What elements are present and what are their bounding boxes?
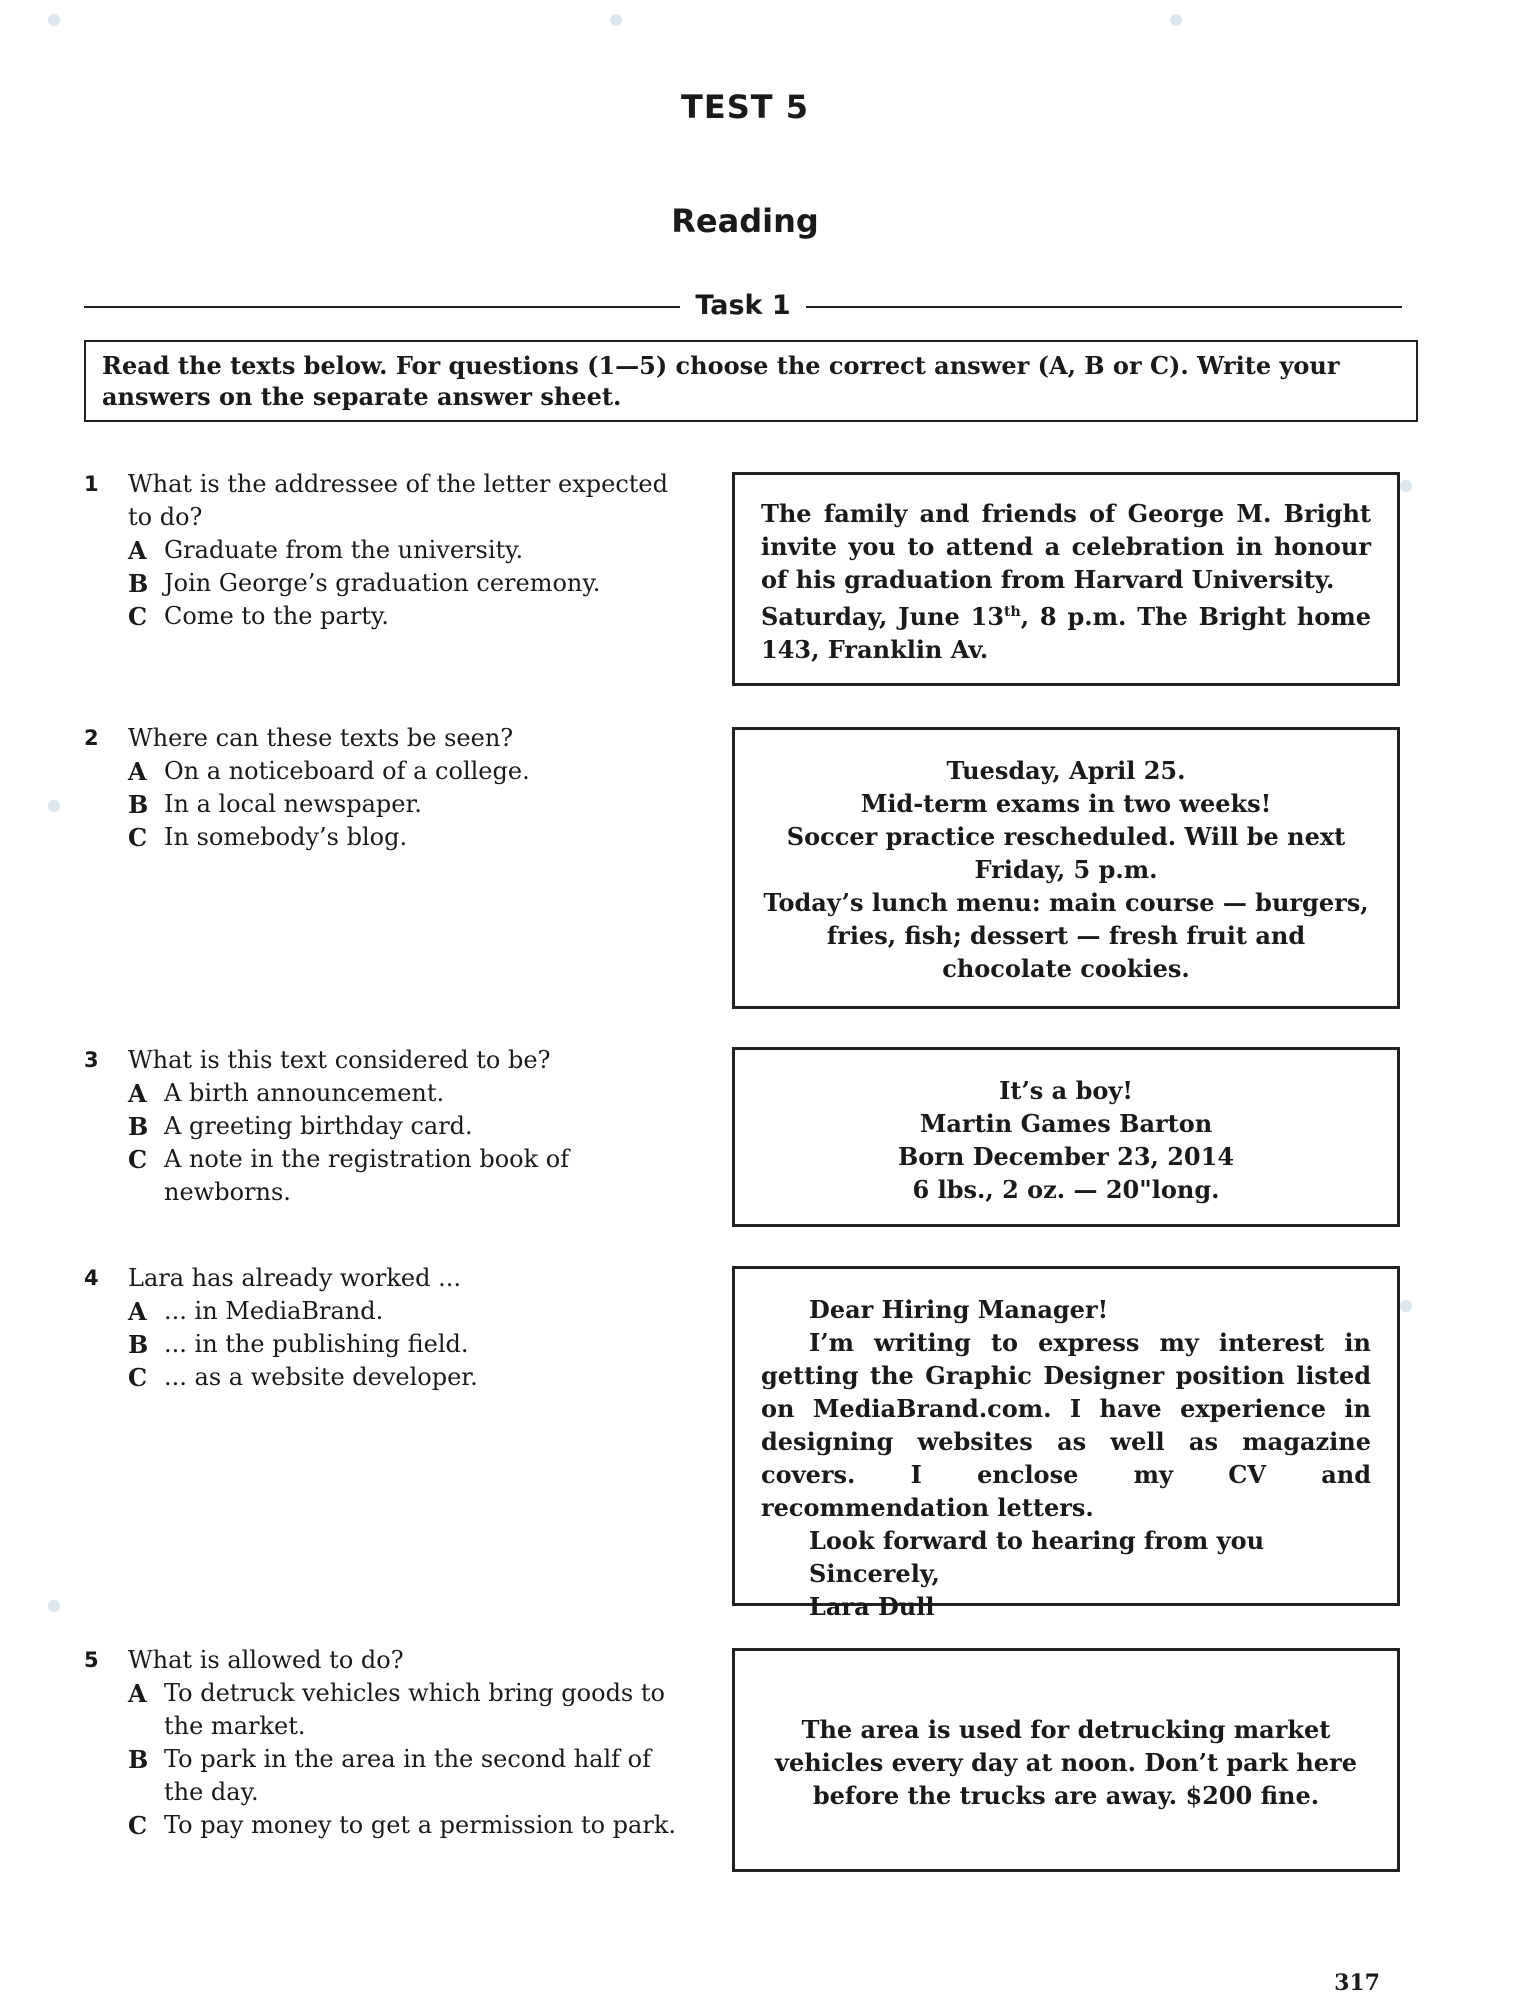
option-letter: C [128,602,148,631]
question-number: 2 [84,726,99,750]
question-number: 3 [84,1048,99,1072]
page-number: 317 [1334,1970,1380,1996]
answer-option[interactable] [128,788,694,821]
option-letter: B [128,569,149,598]
letter-signature: Lara Dull [809,1592,935,1621]
parking-sign-text: The area is used for detrucking market vehicles every day at noon. Don’t park here before the trucks are away. $200 fine. [775,1715,1357,1810]
answer-option[interactable] [128,755,694,788]
answer-option[interactable] [128,534,694,567]
watermark-logo-icon [48,14,60,26]
question-stem: What is the addressee of the letter expected to do? [128,470,668,531]
option-text: ... in the publishing field. [164,1330,469,1358]
text-box-3 [732,1047,1400,1227]
watermark-logo-icon [48,800,60,812]
text-box-1 [732,472,1400,686]
test-title: TEST 5 [681,88,809,126]
watermark-logo-icon [1400,1300,1412,1312]
date-suffix: th [1004,604,1021,620]
answer-option[interactable] [128,567,694,600]
answer-option[interactable] [128,1110,694,1143]
invitation-details [761,596,1371,666]
question-2 [74,722,694,854]
question-number: 1 [84,472,99,496]
notice-line: Soccer practice rescheduled. Will be next Friday, 5 p.m. [786,822,1346,884]
option-text: ... as a website developer. [164,1363,478,1391]
option-letter: A [128,536,147,565]
answer-option[interactable] [128,1077,694,1110]
question-number: 4 [84,1266,99,1290]
announcement-line: Born December 23, 2014 [897,1142,1235,1171]
invitation-date: Saturday, June 13 [761,602,1005,631]
question-4 [74,1262,694,1394]
answer-option[interactable] [128,1677,694,1743]
option-letter: C [128,1811,148,1840]
option-text: A note in the registration book of newborns. [164,1145,570,1206]
option-letter: B [128,1745,149,1774]
answer-option[interactable] [128,1809,694,1842]
option-letter: A [128,1079,147,1108]
answer-option[interactable] [128,1743,694,1809]
notice-line: Mid-term exams in two weeks! [860,789,1272,818]
option-letter: A [128,1297,147,1326]
option-text: Graduate from the university. [164,536,524,564]
answer-option[interactable] [128,600,694,633]
text-box-2 [732,727,1400,1009]
text-box-5 [732,1648,1400,1872]
question-stem: Where can these texts be seen? [128,724,514,752]
invitation-place: , 8 p.m. The Bright home 143, Franklin Av. [761,602,1372,664]
answer-option[interactable] [128,1143,694,1209]
watermark-logo-icon [1170,14,1182,26]
option-text: In somebody’s blog. [164,823,408,851]
letter-closing: Look forward to hearing from you [809,1526,1265,1555]
divider-line [806,306,1402,308]
answer-option[interactable] [128,1295,694,1328]
option-letter: C [128,1363,148,1392]
letter-greeting: Dear Hiring Manager! [809,1295,1109,1324]
answer-option[interactable] [128,1361,694,1394]
announcement-line: 6 lbs., 2 oz. — 20"long. [912,1175,1220,1204]
option-text: Join George’s graduation ceremony. [164,569,601,597]
watermark-logo-icon [1400,480,1412,492]
option-letter: B [128,790,149,819]
question-number: 5 [84,1648,99,1672]
task-header [84,288,1402,324]
question-stem: What is allowed to do? [128,1646,404,1674]
option-letter: B [128,1330,149,1359]
section-title: Reading [671,202,819,240]
announcement-line: It’s a boy! [999,1076,1133,1105]
question-3 [74,1044,694,1209]
text-box-4 [732,1266,1400,1621]
option-letter: A [128,1679,147,1708]
option-letter: C [128,1145,148,1174]
notice-line: Today’s lunch menu: main course — burgers, fries, fish; dessert — fresh fruit and chocolate cookies. [763,888,1369,983]
question-stem: Lara has already worked ... [128,1264,461,1292]
watermark-logo-icon [48,1600,60,1612]
question-1 [74,468,694,633]
invitation-text: The family and friends of George M. Bright invite you to attend a celebration in honour of his graduation from Harvard University. [761,499,1371,594]
option-text: To pay money to get a permission to park. [164,1811,676,1839]
answer-option[interactable] [128,821,694,854]
question-stem: What is this text considered to be? [128,1046,551,1074]
option-text: ... in MediaBrand. [164,1297,384,1325]
task-label: Task 1 [695,290,791,321]
option-text: A birth announcement. [164,1079,445,1107]
option-text: A greeting birthday card. [164,1112,473,1140]
answer-option[interactable] [128,1328,694,1361]
option-text: To detruck vehicles which bring goods to the market. [164,1679,665,1740]
option-text: In a local newspaper. [164,790,422,818]
option-text: To park in the area in the second half of the day. [164,1745,651,1806]
option-text: Come to the party. [164,602,389,630]
announcement-line: Martin Games Barton [919,1109,1213,1138]
option-letter: B [128,1112,149,1141]
option-letter: C [128,823,148,852]
question-5 [74,1644,694,1842]
divider-line [84,306,680,308]
letter-body: I’m writing to express my interest in getting the Graphic Designer position listed on MediaBrand.com. I have experience in designing websites as well as magazine covers. I enclose my CV and recommendation letters. [761,1328,1371,1522]
option-text: On a noticeboard of a college. [164,757,530,785]
instructions-box: Read the texts below. For questions (1—5) choose the correct answer (A, B or C). Write your answers on the separate answer sheet. [84,340,1418,422]
notice-line: Tuesday, April 25. [946,756,1186,785]
letter-closing: Sincerely, [809,1559,940,1588]
option-letter: A [128,757,147,786]
watermark-logo-icon [610,14,622,26]
